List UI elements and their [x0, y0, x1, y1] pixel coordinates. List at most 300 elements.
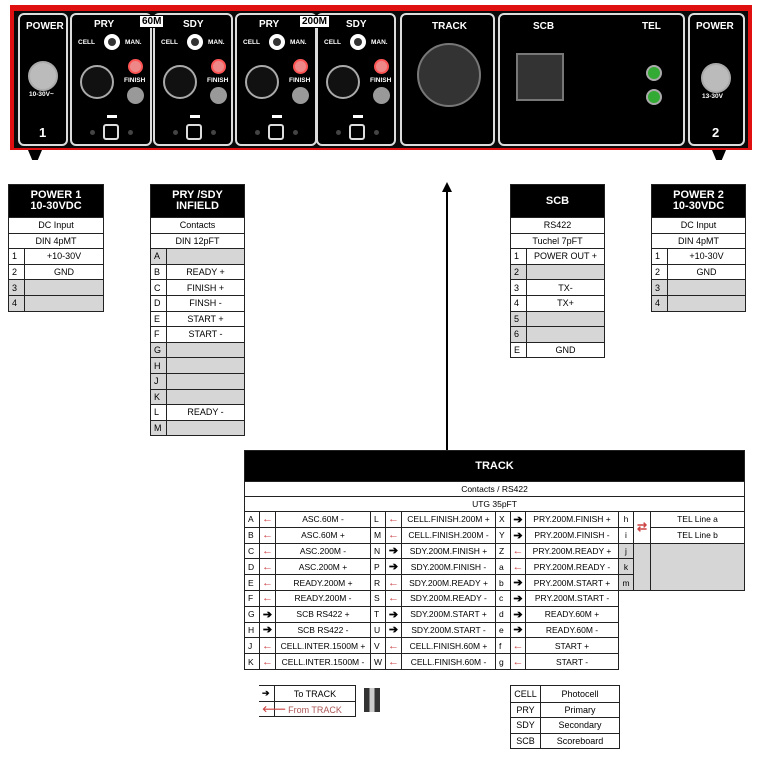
table-header [652, 185, 745, 217]
pin-id: G [244, 606, 260, 623]
pin-id: S [370, 590, 386, 607]
man-label: MAN. [290, 39, 307, 46]
pin-id: R [370, 574, 386, 591]
scb-table [510, 184, 605, 358]
pin-row [511, 264, 604, 280]
arrow-right-icon: ➔ [510, 527, 526, 544]
pin-row [151, 389, 244, 405]
led-icon [293, 130, 298, 135]
module-label: SDY [183, 19, 204, 30]
abbreviation-row [511, 702, 619, 718]
pin-id: m [618, 574, 634, 591]
pin-id: D [151, 296, 167, 311]
pin-signal: READY.60M + [525, 606, 619, 623]
pin-signal: PRY.200M.FINISH + [525, 511, 619, 528]
pin-signal [25, 296, 103, 311]
connection-line [446, 190, 448, 450]
connector-model: UTG 35pFT [244, 496, 745, 512]
pin-id: c [495, 590, 511, 607]
arrow-right-icon: ➔ [259, 686, 275, 701]
connector-connector: Tuchel 7pFT [532, 235, 583, 246]
pin-signal: START + [525, 637, 619, 654]
bidirectional-arrow-icon: ⇄ [633, 511, 651, 544]
led-icon [211, 130, 216, 135]
infield-table [150, 184, 245, 436]
pin-id: e [495, 622, 511, 639]
table-subtitle: 10-30VDC [30, 200, 82, 212]
pin-id: J [151, 374, 167, 389]
pin-signal: SDY.200M.START - [401, 622, 496, 639]
tel-jack-icon [646, 89, 662, 105]
pin-id: F [151, 327, 167, 342]
pin-signal: SDY.200M.READY + [401, 574, 496, 591]
pin-id: K [244, 653, 260, 670]
pin-row [9, 248, 103, 264]
arrow-left-icon: ← [259, 653, 276, 670]
cell-label: CELL [161, 39, 178, 46]
abbreviation-row [511, 686, 619, 702]
pin-id: a [495, 558, 511, 575]
pin-signal: PRY.200M.READY + [525, 543, 619, 560]
din-connector-icon [245, 65, 279, 99]
pin-signal [167, 249, 244, 264]
ready-led-icon [128, 59, 143, 74]
power1-table [8, 184, 104, 312]
module-label: PRY [94, 19, 115, 30]
pin-row [151, 326, 244, 342]
group-60m-tag: 60M [139, 15, 164, 28]
legend-to-track: To TRACK [293, 688, 337, 699]
table-header [9, 185, 103, 217]
din-connector-icon [163, 65, 197, 99]
empty-cell [633, 543, 651, 591]
pin-row [151, 311, 244, 327]
finish-button[interactable] [373, 87, 390, 104]
pin-signal: SCB RS422 + [275, 606, 371, 623]
pin-id: h [618, 511, 634, 528]
pin-id: X [495, 511, 511, 528]
arrow-left-icon: ← [259, 558, 276, 575]
pin-signal: +10-30V [46, 251, 82, 262]
usb-port[interactable] [349, 124, 365, 140]
arrow-right-icon: ➔ [510, 606, 526, 623]
table-subtitle: 10-30VDC [672, 200, 725, 212]
pin-id: L [370, 511, 386, 528]
pin-id: C [244, 543, 260, 560]
arrow-right-icon: ➔ [385, 558, 402, 575]
arrow-left-icon: ← [510, 653, 526, 670]
pin-row [151, 420, 244, 436]
pin-signal: GND [555, 345, 576, 356]
pin-signal: READY.200M - [275, 590, 371, 607]
connector-connector: DIN 4pMT [35, 235, 77, 246]
pin-signal [668, 280, 745, 295]
power2-voltage: 13-30V [702, 93, 723, 100]
connector-connector: DIN 4pMT [677, 235, 719, 246]
power2-section [688, 13, 745, 146]
arrow-up-icon [442, 182, 452, 192]
table-title: PRY /SDY [172, 189, 223, 201]
man-label: MAN. [371, 39, 388, 46]
pin-id: k [618, 558, 634, 575]
pin-signal [527, 327, 604, 342]
arrow-right-icon: ➔ [385, 543, 402, 560]
pin-signal: SCB RS422 - [275, 622, 371, 639]
pin-signal: CELL.FINISH.60M - [401, 653, 496, 670]
arrow-right-icon: ➔ [259, 606, 276, 623]
pin-signal: ASC.200M - [275, 543, 371, 560]
track-section [400, 13, 495, 146]
finish-button[interactable] [292, 87, 309, 104]
pin-signal [25, 280, 103, 295]
usb-icon [107, 115, 117, 118]
pin-id: A [151, 249, 167, 264]
pin-row [151, 279, 244, 295]
pin-signal: FINSH - [189, 298, 222, 309]
tel-label: TEL [642, 21, 661, 32]
pin-id: f [495, 637, 511, 654]
arrow-right-icon: ➔ [510, 622, 526, 639]
scb-label: SCB [533, 21, 555, 32]
arrow-right-icon: ➔ [510, 590, 526, 607]
pin-row [511, 279, 604, 295]
pin-row [652, 264, 745, 280]
led-icon [374, 130, 379, 135]
pin-signal: PRY.200M.FINISH - [525, 527, 619, 544]
pin-signal [167, 358, 244, 373]
pin-row [652, 295, 745, 311]
pin-signal: SDY.200M.FINISH - [401, 558, 496, 575]
pin-id: W [370, 653, 386, 670]
finish-label: FINISH [207, 77, 229, 84]
pin-id: 3 [511, 280, 527, 295]
abbreviation: CELL [511, 686, 541, 702]
ready-led-icon [374, 59, 389, 74]
arrow-left-icon: ← [259, 511, 276, 528]
pin-id: B [244, 527, 260, 544]
track-table-title: TRACK [244, 450, 745, 482]
pin-signal: CELL.FINISH.200M + [401, 511, 496, 528]
led-icon [128, 130, 133, 135]
scb-connector-icon [516, 53, 564, 101]
pin-signal: TX+ [557, 298, 574, 309]
pin-id: j [618, 543, 634, 560]
led-icon [255, 130, 260, 135]
cell-man-switch[interactable] [350, 34, 366, 50]
pin-row [511, 311, 604, 327]
pin-signal: +10-30V [689, 251, 724, 262]
pin-signal: READY + [186, 267, 225, 278]
pin-id: 3 [652, 280, 668, 295]
pin-id: b [495, 574, 511, 591]
group-200m-tag: 200M [299, 15, 330, 28]
pin-id: Y [495, 527, 511, 544]
pin-signal [167, 421, 244, 436]
sdy-60m-module [153, 13, 233, 146]
din-connector-icon [80, 65, 114, 99]
usb-port[interactable] [103, 124, 119, 140]
arrow-right-icon: ➔ [259, 622, 276, 639]
abbreviation-meaning: Secondary [558, 720, 602, 731]
logo-icon [364, 688, 380, 712]
pin-id: E [151, 312, 167, 327]
table-title: POWER 1 [30, 189, 82, 201]
pin-id: N [370, 543, 386, 560]
pin-signal: START - [525, 653, 619, 670]
finish-label: FINISH [124, 77, 146, 84]
pin-signal: FINISH + [186, 282, 225, 293]
pin-id: T [370, 606, 386, 623]
arrow-left-icon: ← [385, 574, 402, 591]
arrow-left-icon: ← [385, 590, 402, 607]
man-label: MAN. [125, 39, 142, 46]
table-subtitle: INFIELD [176, 200, 219, 212]
arrow-legend [259, 685, 356, 717]
power1-connector-icon [28, 61, 58, 91]
pin-id: d [495, 606, 511, 623]
pin-id: L [151, 405, 167, 420]
usb-port[interactable] [186, 124, 202, 140]
pin-id: 2 [511, 265, 527, 280]
pin-id: U [370, 622, 386, 639]
pin-row [652, 248, 745, 264]
sdy-200m-module [316, 13, 396, 146]
connector-type: Contacts / RS422 [244, 481, 745, 497]
pin-signal: START - [188, 329, 223, 340]
pin-row [511, 326, 604, 342]
pin-signal: GND [696, 267, 717, 278]
pin-id: F [244, 590, 260, 607]
table-header [151, 185, 244, 217]
pin-id: 3 [9, 280, 25, 295]
abbreviation-meaning: Scoreboard [556, 736, 604, 747]
pin-row [511, 342, 604, 358]
pin-signal [167, 343, 244, 358]
pin-signal: PRY.200M.READY - [525, 558, 619, 575]
pin-id: J [244, 637, 260, 654]
pin-id: H [151, 358, 167, 373]
arrow-left-icon: ← [385, 653, 402, 670]
pin-id: E [244, 574, 260, 591]
tel-line: TEL Line a [650, 511, 745, 528]
arrow-right-icon: ➔ [510, 574, 526, 591]
arrow-left-icon: ← [385, 527, 402, 544]
arrow-right-icon: ➔ [510, 511, 526, 528]
panel-foot [28, 150, 42, 160]
pin-id: A [244, 511, 260, 528]
cell-label: CELL [78, 39, 95, 46]
pin-row [9, 264, 103, 280]
power2-connector-icon [701, 63, 731, 93]
usb-icon [272, 115, 282, 118]
cell-man-switch[interactable] [269, 34, 285, 50]
abbreviation: SCB [511, 734, 541, 749]
arrow-left-icon: 🡐 [259, 702, 275, 717]
pin-signal: ASC.60M - [275, 511, 371, 528]
scb-tel-section [498, 13, 685, 146]
pin-id: 2 [652, 265, 668, 280]
pin-id: Z [495, 543, 511, 560]
pin-id: 4 [652, 296, 668, 311]
abbreviation: PRY [511, 703, 541, 718]
ready-led-icon [211, 59, 226, 74]
connector-type: DC Input [680, 220, 717, 231]
pin-signal: GND [54, 267, 74, 278]
led-icon [336, 130, 341, 135]
power1-number: 1 [39, 125, 47, 140]
pin-id: 4 [511, 296, 527, 311]
pin-row [511, 248, 604, 264]
pin-signal: PRY.200M.START - [525, 590, 619, 607]
pin-signal: SDY.200M.READY - [401, 590, 496, 607]
pin-row [151, 373, 244, 389]
arrow-left-icon: ← [510, 543, 526, 560]
pin-signal: CELL.INTER.1500M - [275, 653, 371, 670]
pin-id: 1 [9, 249, 25, 264]
arrow-left-icon: ← [510, 558, 526, 575]
power1-section [18, 13, 68, 146]
power1-voltage: 10-30V~ [29, 91, 54, 98]
pin-id: E [511, 343, 527, 358]
abbreviation: SDY [511, 718, 541, 733]
pin-id: 4 [9, 296, 25, 311]
pin-id: 5 [511, 312, 527, 327]
pry-200m-module [235, 13, 317, 146]
led-icon [173, 130, 178, 135]
pin-row [9, 279, 103, 295]
connector-type: DC Input [38, 220, 74, 231]
pin-id: P [370, 558, 386, 575]
abbreviation-meaning: Photocell [561, 688, 599, 699]
usb-icon [190, 115, 200, 118]
arrow-left-icon: ← [385, 637, 402, 654]
tel-jack-icon [646, 65, 662, 81]
usb-icon [353, 115, 363, 118]
abbreviation-row [511, 717, 619, 733]
pin-row [151, 357, 244, 373]
arrow-left-icon: ← [259, 527, 276, 544]
pin-id: B [151, 265, 167, 280]
pin-id: g [495, 653, 511, 670]
pin-id: 1 [511, 249, 527, 264]
legend-from-track: From TRACK [288, 704, 342, 715]
abbreviation-table [510, 685, 620, 749]
arrow-left-icon: ← [510, 637, 526, 654]
arrow-left-icon: ← [259, 574, 276, 591]
track-label: TRACK [432, 21, 467, 32]
pin-signal: ASC.60M + [275, 527, 371, 544]
pin-id: 6 [511, 327, 527, 342]
usb-port[interactable] [268, 124, 284, 140]
ready-led-icon [293, 59, 308, 74]
pin-signal: READY.200M + [275, 574, 371, 591]
pin-signal: CELL.FINISH.60M + [401, 637, 496, 654]
pin-signal [527, 265, 604, 280]
pin-id: G [151, 343, 167, 358]
pin-id: 1 [652, 249, 668, 264]
power1-label: POWER [26, 21, 64, 32]
abbreviation-row [511, 733, 619, 749]
pin-row [151, 264, 244, 280]
pin-id: M [370, 527, 386, 544]
pin-row [151, 342, 244, 358]
panel-foot [712, 150, 726, 160]
pin-signal [167, 374, 244, 389]
pin-signal: READY.60M - [525, 622, 619, 639]
pin-id: H [244, 622, 260, 639]
power2-number: 2 [712, 125, 720, 140]
table-title: POWER 2 [673, 189, 724, 201]
tel-line: TEL Line b [650, 527, 745, 544]
connector-type: RS422 [543, 220, 572, 231]
power2-table [651, 184, 746, 312]
pin-id: M [151, 421, 167, 436]
arrow-left-icon: ← [259, 637, 276, 654]
pin-row [9, 295, 103, 311]
arrow-left-icon: ← [259, 590, 276, 607]
pin-signal [527, 312, 604, 327]
led-icon [90, 130, 95, 135]
module-label: PRY [259, 19, 280, 30]
cell-label: CELL [324, 39, 341, 46]
pin-id: D [244, 558, 260, 575]
abbreviation-meaning: Primary [564, 704, 596, 715]
finish-button[interactable] [210, 87, 227, 104]
pin-signal: PRY.200M.START + [525, 574, 619, 591]
pin-signal: POWER OUT + [533, 251, 598, 262]
pin-row [151, 295, 244, 311]
arrow-right-icon: ➔ [385, 622, 402, 639]
pin-signal: START + [187, 313, 224, 324]
connector-type: Contacts [179, 220, 216, 231]
pin-signal: SDY.200M.START + [401, 606, 496, 623]
table-header [511, 185, 604, 217]
pin-id: 2 [9, 265, 25, 280]
cell-man-switch[interactable] [104, 34, 120, 50]
din-connector-icon [326, 65, 360, 99]
pin-id: i [618, 527, 634, 544]
pin-id: C [151, 280, 167, 295]
finish-button[interactable] [127, 87, 144, 104]
pin-id: V [370, 637, 386, 654]
arrow-left-icon: ← [259, 543, 276, 560]
pin-signal: TX- [558, 282, 573, 293]
pin-signal: CELL.INTER.1500M + [275, 637, 371, 654]
pin-signal: ASC.200M + [275, 558, 371, 575]
cell-man-switch[interactable] [187, 34, 203, 50]
pin-row [151, 248, 244, 264]
pin-signal [668, 296, 745, 311]
arrow-left-icon: ← [385, 511, 402, 528]
arrow-right-icon: ➔ [385, 606, 402, 623]
empty-cell [650, 543, 745, 591]
pin-row [511, 295, 604, 311]
finish-label: FINISH [370, 77, 392, 84]
man-label: MAN. [208, 39, 225, 46]
pin-signal: SDY.200M.FINISH + [401, 543, 496, 560]
pin-signal: CELL.FINISH.200M - [401, 527, 496, 544]
pin-signal [167, 390, 244, 405]
connector-connector: DIN 12pFT [175, 235, 220, 246]
module-label: SDY [346, 19, 367, 30]
pin-signal: READY - [187, 407, 224, 418]
track-connector-icon [417, 43, 481, 107]
finish-label: FINISH [289, 77, 311, 84]
pry-60m-module [70, 13, 152, 146]
table-title: SCB [545, 194, 570, 207]
pin-row [151, 404, 244, 420]
pin-row [652, 279, 745, 295]
